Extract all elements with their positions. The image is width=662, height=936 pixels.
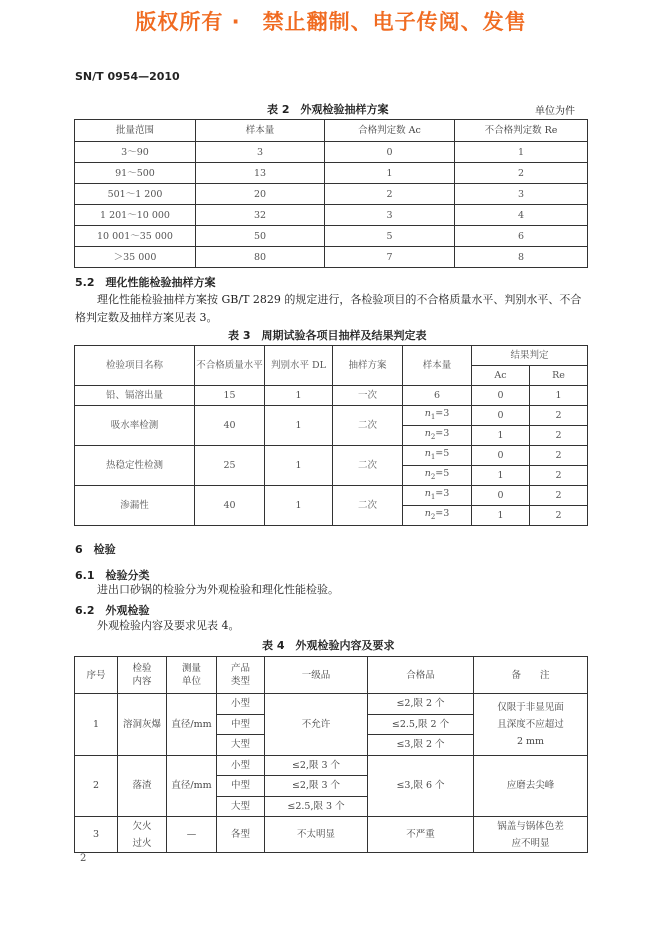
table-header: 检验 内容 — [118, 657, 167, 694]
table-cell: 1 — [472, 466, 530, 486]
table-cell: 一次 — [333, 386, 403, 406]
table-cell: 1 — [472, 506, 530, 526]
table2 — [74, 119, 588, 268]
table-cell: 锅盖与锅体色差 应不明显 — [474, 817, 588, 853]
table-cell: ≤2,限 3 个 — [265, 755, 368, 776]
table-cell: 1 — [325, 163, 455, 184]
table-cell: 渗漏性 — [75, 486, 195, 526]
table-header-row — [75, 657, 588, 694]
section-6-2-heading: 6.2 外观检验 — [75, 604, 150, 617]
table-cell: 直径/mm — [167, 694, 217, 756]
table-cell: 0 — [472, 406, 530, 426]
table-cell: 溶洞灰爆 — [118, 694, 167, 756]
table-header: 序号 — [75, 657, 118, 694]
table-row — [75, 247, 588, 268]
document-id: SN/T 0954—2010 — [75, 70, 180, 83]
table-cell: $n_2=3$ — [403, 506, 472, 526]
section-6-1-heading: 6.1 检验分类 — [75, 569, 150, 582]
copyright-banner: 版权所有 · 禁止翻制、电子传阅、发售 — [135, 10, 527, 34]
table-cell: 不允许 — [265, 694, 368, 756]
table-cell: 热稳定性检测 — [75, 446, 195, 486]
table-row — [75, 817, 588, 853]
table-cell: ≤3,限 2 个 — [368, 735, 474, 756]
table-cell: 10 001～35 000 — [75, 226, 196, 247]
table-cell: 32 — [196, 205, 325, 226]
table-header: 一级品 — [265, 657, 368, 694]
table-cell: 4 — [455, 205, 588, 226]
table-row — [75, 486, 588, 506]
table-cell: 铅、镉溶出量 — [75, 386, 195, 406]
table-cell: 1 — [265, 486, 333, 526]
table-cell: 3～90 — [75, 142, 196, 163]
table-cell: 3 — [325, 205, 455, 226]
table-header-row — [75, 120, 588, 142]
table-cell: 1 — [75, 694, 118, 756]
table-cell: 吸水率检测 — [75, 406, 195, 446]
table-cell: 2 — [455, 163, 588, 184]
table-cell: 各型 — [217, 817, 265, 853]
table-cell: ≤3,限 6 个 — [368, 755, 474, 817]
table-header: 检验项目名称 — [75, 346, 195, 386]
table-row — [75, 142, 588, 163]
table-cell: 1 — [265, 386, 333, 406]
table-cell: 大型 — [217, 735, 265, 756]
table-cell: 40 — [195, 406, 265, 446]
table-row — [75, 226, 588, 247]
table-cell: 二次 — [333, 406, 403, 446]
table-cell: 3 — [75, 817, 118, 853]
section-5-2-heading: 5.2 理化性能检验抽样方案 — [75, 276, 216, 289]
table-cell: 小型 — [217, 755, 265, 776]
table-cell: 大型 — [217, 796, 265, 817]
table-cell: $n_1=3$ — [403, 486, 472, 506]
table-cell: 1 — [455, 142, 588, 163]
table-header: 判别水平 DL — [265, 346, 333, 386]
table-cell: ≤2.5,限 2 个 — [368, 714, 474, 735]
table-cell: 13 — [196, 163, 325, 184]
section-6-heading: 6 检验 — [75, 543, 116, 556]
table-cell: 中型 — [217, 776, 265, 797]
table-cell: 二次 — [333, 486, 403, 526]
table-cell: — — [167, 817, 217, 853]
table-row — [75, 446, 588, 466]
table-cell: 2 — [530, 506, 588, 526]
table-row — [75, 163, 588, 184]
section-6-2-text: 外观检验内容及要求见表 4。 — [97, 619, 240, 632]
table-cell: 6 — [455, 226, 588, 247]
table-cell: 不太明显 — [265, 817, 368, 853]
table-cell: 6 — [403, 386, 472, 406]
section-6-1-text: 进出口砂锅的检验分为外观检验和理化性能检验。 — [97, 583, 339, 596]
table-header: 合格品 — [368, 657, 474, 694]
table-cell: 2 — [530, 406, 588, 426]
table-cell: 2 — [530, 486, 588, 506]
table-row — [75, 205, 588, 226]
table-header: 结果判定 — [472, 346, 588, 366]
table-cell: 5 — [325, 226, 455, 247]
table-cell: 落渣 — [118, 755, 167, 817]
table-cell: $n_2=3$ — [403, 426, 472, 446]
table-header: 不合格质量水平 — [195, 346, 265, 386]
table-header: Re — [530, 366, 588, 386]
table-cell: ≤2,限 2 个 — [368, 694, 474, 715]
table-cell: 二次 — [333, 446, 403, 486]
table-cell: 1 — [265, 406, 333, 446]
table-cell: 不严重 — [368, 817, 474, 853]
table-row — [75, 755, 588, 776]
table-cell: 2 — [530, 426, 588, 446]
table-cell: 直径/mm — [167, 755, 217, 817]
table4 — [74, 656, 588, 853]
table-cell: 20 — [196, 184, 325, 205]
table-cell: 25 — [195, 446, 265, 486]
table-cell: 0 — [472, 386, 530, 406]
table-cell: 欠火 过火 — [118, 817, 167, 853]
table-header-row — [75, 346, 588, 366]
table-header: 不合格判定数 Re — [455, 120, 588, 142]
table2-caption: 表 2 外观检验抽样方案 — [267, 103, 389, 116]
table-cell: 80 — [196, 247, 325, 268]
table-cell: 0 — [472, 446, 530, 466]
table-header: 样本量 — [403, 346, 472, 386]
table-cell: 91～500 — [75, 163, 196, 184]
table-cell: 15 — [195, 386, 265, 406]
table-header: 合格判定数 Ac — [325, 120, 455, 142]
table-row — [75, 386, 588, 406]
table-cell: 501～1 200 — [75, 184, 196, 205]
table-cell: 应磨去尖峰 — [474, 755, 588, 817]
page-number: 2 — [80, 853, 87, 864]
table-cell: 仅限于非显见面 且深度不应超过 2 mm — [474, 694, 588, 756]
table-cell: 1 201～10 000 — [75, 205, 196, 226]
table-cell: 0 — [472, 486, 530, 506]
table-cell: 中型 — [217, 714, 265, 735]
table-cell: 7 — [325, 247, 455, 268]
table-cell: 1 — [530, 386, 588, 406]
table4-caption: 表 4 外观检验内容及要求 — [262, 639, 395, 652]
table-cell: 2 — [75, 755, 118, 817]
table-cell: 8 — [455, 247, 588, 268]
table-row — [75, 694, 588, 715]
table-header: 样本量 — [196, 120, 325, 142]
table-cell: ≤2.5,限 3 个 — [265, 796, 368, 817]
table-header: 备 注 — [474, 657, 588, 694]
table-cell: $n_2=5$ — [403, 466, 472, 486]
table-row — [75, 406, 588, 426]
table-cell: 2 — [530, 446, 588, 466]
table3-caption: 表 3 周期试验各项目抽样及结果判定表 — [228, 329, 427, 342]
table-cell: 50 — [196, 226, 325, 247]
table-cell: 0 — [325, 142, 455, 163]
table-cell: 2 — [530, 466, 588, 486]
table-header: 产品 类型 — [217, 657, 265, 694]
table-header: 批量范围 — [75, 120, 196, 142]
table-cell: 3 — [455, 184, 588, 205]
table-cell: $n_1=5$ — [403, 446, 472, 466]
table-cell: 1 — [265, 446, 333, 486]
table-cell: ＞35 000 — [75, 247, 196, 268]
table3 — [74, 345, 588, 526]
table-cell: 1 — [472, 426, 530, 446]
table2-unit: 单位为件 — [535, 106, 575, 117]
section-5-2-text: 理化性能检验抽样方案按 GB/T 2829 的规定进行，各检验项目的不合格质量水平、判别水平、不合格判定数及抽样方案见表 3。 — [75, 293, 582, 324]
table-header: 抽样方案 — [333, 346, 403, 386]
table-cell: ≤2,限 3 个 — [265, 776, 368, 797]
table-row — [75, 184, 588, 205]
table-header: Ac — [472, 366, 530, 386]
table-cell: $n_1=3$ — [403, 406, 472, 426]
table-cell: 2 — [325, 184, 455, 205]
table-cell: 小型 — [217, 694, 265, 715]
table-header: 测量 单位 — [167, 657, 217, 694]
table-cell: 3 — [196, 142, 325, 163]
table-cell: 40 — [195, 486, 265, 526]
